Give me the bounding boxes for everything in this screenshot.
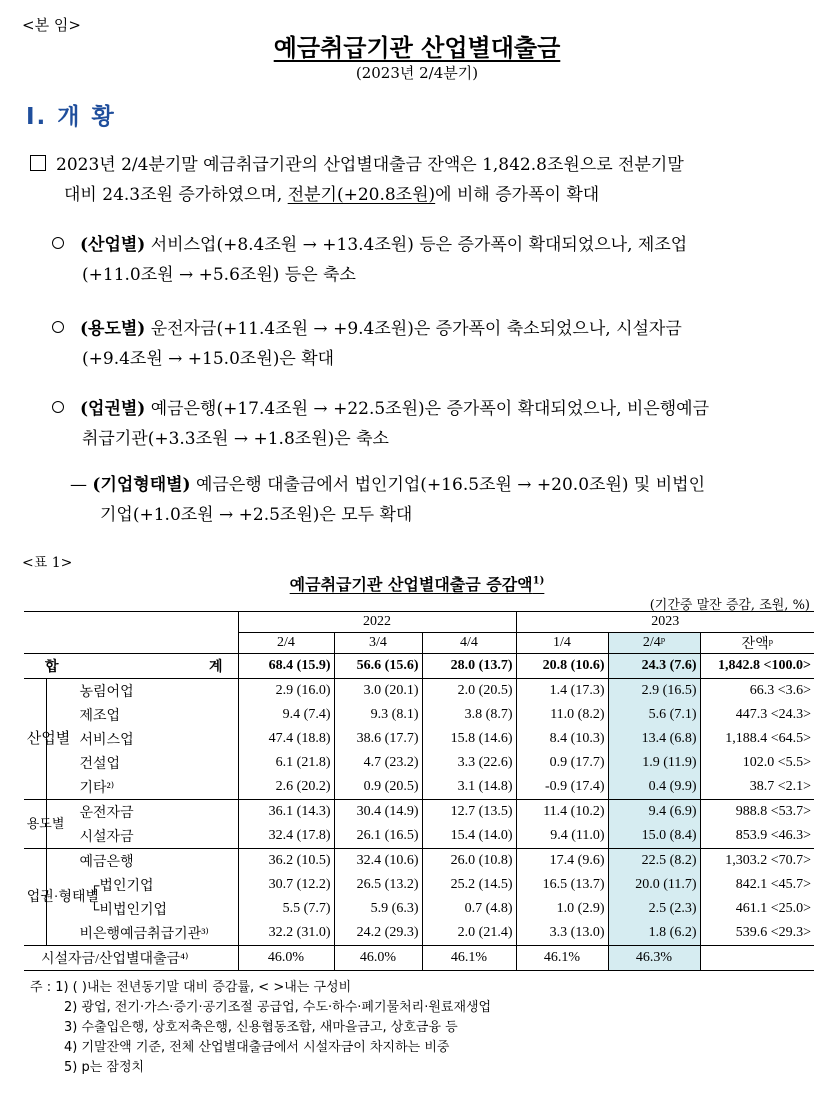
row-label: 제조업 [79, 709, 121, 724]
table-cell: 842.1 <45.7> [700, 873, 814, 897]
header-row-year [24, 612, 814, 633]
table-cell: 32.2 (31.0) [238, 921, 334, 946]
table-cell: 11.4 (10.2) [516, 800, 608, 825]
table-cell: 2.6 (20.2) [238, 775, 334, 800]
header-row-quarter [24, 633, 814, 654]
bullet-line-2: (+11.0조원 → +5.6조원) 등은 축소 [82, 265, 356, 285]
total-row [24, 654, 814, 679]
row-label: └비법인기업 [89, 903, 168, 918]
table-cell: 28.0 (13.7) [422, 654, 516, 679]
quarter-header: 1/4 [516, 633, 608, 654]
table-cell: 1.9 (11.9) [608, 751, 700, 775]
table-cell: 1.4 (17.3) [516, 679, 608, 704]
table-cell: 46.0% [334, 946, 422, 971]
dash-key: (기업형태별) [92, 475, 191, 495]
table-cell: 461.1 <25.0> [700, 897, 814, 921]
table-row [24, 824, 814, 849]
table-cell: 0.4 (9.9) [608, 775, 700, 800]
table-row [24, 703, 814, 727]
document-subtitle: (2023년 2/4분기) [355, 64, 479, 82]
table-cell: 12.7 (13.5) [422, 800, 516, 825]
row-label: 기타²⁾ [79, 781, 115, 796]
table-cell: 0.7 (4.8) [422, 897, 516, 921]
table-cell: 853.9 <46.3> [700, 824, 814, 849]
table-cell: 16.5 (13.7) [516, 873, 608, 897]
table-cell: 3.8 (8.7) [422, 703, 516, 727]
section-heading: Ⅰ. 개 황 [26, 104, 116, 130]
table-row [24, 921, 814, 946]
table-cell: 30.7 (12.2) [238, 873, 334, 897]
ratio-label: 시설자금/산업별대출금⁴⁾ [24, 946, 238, 971]
table-title: 예금취급기관 산업별대출금 증감액$^{1)}$ [289, 575, 545, 594]
bullet-key: (업권별) [80, 399, 146, 419]
table-cell: 36.1 (14.3) [238, 800, 334, 825]
table-cell: 47.4 (18.8) [238, 727, 334, 751]
table-row [24, 679, 814, 704]
group-label-sector: 업권·형태별 [24, 849, 46, 946]
table-cell: 0.9 (17.7) [516, 751, 608, 775]
checkbox-square-icon [30, 155, 46, 171]
note-3: 3) 수출입은행, 상호저축은행, 신용협동조합, 새마을금고, 상호금융 등 [64, 1020, 458, 1035]
table-cell: 13.4 (6.8) [608, 727, 700, 751]
year-2022: 2022 [238, 612, 516, 633]
row-label: ┌법인기업 [89, 879, 154, 894]
dash-item-firmtype [70, 470, 820, 530]
table-cell: 2.5 (2.3) [608, 897, 700, 921]
bullet-key: (용도별) [80, 319, 146, 339]
group-label-industry: 산업별 [24, 679, 46, 800]
row-label: 시설자금 [79, 830, 134, 845]
table-cell: 15.4 (14.0) [422, 824, 516, 849]
summary-line-2b: 전분기(+20.8조원) [287, 185, 436, 205]
table-cell: 0.9 (20.5) [334, 775, 422, 800]
row-label: 농림어업 [79, 685, 134, 700]
table-cell: 46.0% [238, 946, 334, 971]
table-cell: 15.8 (14.6) [422, 727, 516, 751]
table-cell: 66.3 <3.6> [700, 679, 814, 704]
bullet-line-1: 서비스업(+8.4조원 → +13.4조원) 등은 증가폭이 확대되었으나, 제조업 [145, 235, 688, 255]
table-cell: 3.3 (13.0) [516, 921, 608, 946]
group-label-purpose: 용도별 [24, 800, 46, 849]
table-cell: 38.6 (17.7) [334, 727, 422, 751]
table-cell: 15.0 (8.4) [608, 824, 700, 849]
note-4: 4) 기말잔액 기준, 전체 산업별대출금에서 시설자금이 차지하는 비중 [64, 1040, 450, 1055]
quarter-header: 2/4 [238, 633, 334, 654]
table-cell: 22.5 (8.2) [608, 849, 700, 874]
table-tag: <표 1> [22, 555, 73, 571]
table-cell: 32.4 (10.6) [334, 849, 422, 874]
table-cell: 26.1 (16.5) [334, 824, 422, 849]
bullet-line-1: 예금은행(+17.4조원 → +22.5조원)은 증가폭이 확대되었으나, 비은행예금 [145, 399, 710, 419]
table-cell: 2.9 (16.0) [238, 679, 334, 704]
table-cell: 26.5 (13.2) [334, 873, 422, 897]
table-cell: 5.6 (7.1) [608, 703, 700, 727]
table-cell: 9.3 (8.1) [334, 703, 422, 727]
table-cell: 1,842.8 <100.0> [700, 654, 814, 679]
table-cell: 1,188.4 <64.5> [700, 727, 814, 751]
table-cell: 9.4 (7.4) [238, 703, 334, 727]
table-row [24, 897, 814, 921]
bullet-industry [52, 230, 818, 290]
table-row [24, 800, 814, 825]
row-label: 예금은행 [46, 849, 238, 874]
table-cell: 3.0 (20.1) [334, 679, 422, 704]
table-cell: 46.1% [516, 946, 608, 971]
table-cell: 2.0 (21.4) [422, 921, 516, 946]
table-cell: 36.2 (10.5) [238, 849, 334, 874]
summary-line-1: 2023년 2/4분기말 예금취급기관의 산업별대출금 잔액은 1,842.8조원으로 전분기말 [56, 155, 684, 175]
bullet-line-2: (+9.4조원 → +15.0조원)은 확대 [82, 349, 335, 369]
table-cell: 539.6 <29.3> [700, 921, 814, 946]
table-cell: 32.4 (17.8) [238, 824, 334, 849]
table-cell: 1.8 (6.2) [608, 921, 700, 946]
dash-bullet-icon: — [70, 475, 93, 495]
table-row [24, 775, 814, 800]
table-cell: 102.0 <5.5> [700, 751, 814, 775]
bullet-key: (산업별) [80, 235, 146, 255]
table-cell: 4.7 (23.2) [334, 751, 422, 775]
bullet-line-1: 운전자금(+11.4조원 → +9.4조원)은 증가폭이 축소되었으나, 시설자금 [145, 319, 682, 339]
bullet-sector [52, 394, 818, 454]
table-row [24, 727, 814, 751]
note-2: 2) 광업, 전기·가스·증기·공기조절 공급업, 수도·하수·폐기물처리·원료재생업 [64, 1000, 492, 1015]
table-cell: 17.4 (9.6) [516, 849, 608, 874]
table-cell: 25.2 (14.5) [422, 873, 516, 897]
table-cell: 20.8 (10.6) [516, 654, 608, 679]
quarter-header: 2/4ᵖ [608, 633, 700, 654]
table-cell: 26.0 (10.8) [422, 849, 516, 874]
table-cell: 6.1 (21.8) [238, 751, 334, 775]
circle-bullet-icon [52, 237, 64, 249]
table-cell: 1.0 (2.9) [516, 897, 608, 921]
table-cell: 68.4 (15.9) [238, 654, 334, 679]
summary-paragraph [30, 150, 820, 210]
year-2023: 2023 [516, 612, 814, 633]
table-cell: 46.1% [422, 946, 516, 971]
table-cell: 1,303.2 <70.7> [700, 849, 814, 874]
table-cell: 5.9 (6.3) [334, 897, 422, 921]
dash-line-2: 기업(+1.0조원 → +2.5조원)은 모두 확대 [100, 505, 413, 525]
bullet-line-2: 취급기관(+3.3조원 → +1.8조원)은 축소 [82, 429, 389, 449]
table-cell: 2.0 (20.5) [422, 679, 516, 704]
dash-line-1: 예금은행 대출금에서 법인기업(+16.5조원 → +20.0조원) 및 비법인 [190, 475, 705, 495]
balance-header: 잔액ᵖ [700, 633, 814, 654]
table-cell: 24.3 (7.6) [608, 654, 700, 679]
note-1: 주 : 1) ( )내는 전년동기말 대비 증감률, < >내는 구성비 [30, 980, 352, 995]
table-row [24, 751, 814, 775]
table-cell: 3.3 (22.6) [422, 751, 516, 775]
row-label: 건설업 [79, 757, 121, 772]
ratio-row [24, 946, 814, 971]
quarter-header: 4/4 [422, 633, 516, 654]
table-notes [30, 978, 491, 1078]
table-cell: 447.3 <24.3> [700, 703, 814, 727]
row-label: 운전자금 [46, 800, 238, 825]
table-cell: -0.9 (17.4) [516, 775, 608, 800]
table-row [24, 849, 814, 874]
loan-table [24, 611, 814, 971]
table-cell: 30.4 (14.9) [334, 800, 422, 825]
table-cell: 46.3% [608, 946, 700, 971]
circle-bullet-icon [52, 401, 64, 413]
document-tag: <본 임> [22, 16, 81, 34]
table-cell: 988.8 <53.7> [700, 800, 814, 825]
table-cell: 9.4 (6.9) [608, 800, 700, 825]
table-cell: 9.4 (11.0) [516, 824, 608, 849]
table-cell: 38.7 <2.1> [700, 775, 814, 800]
document-title: 예금취급기관 산업별대출금 [273, 33, 561, 62]
summary-line-2a: 대비 24.3조원 증가하였으며, [64, 185, 288, 205]
table-cell: 56.6 (15.6) [334, 654, 422, 679]
row-label: 비은행예금취급기관³⁾ [79, 927, 209, 942]
quarter-header: 3/4 [334, 633, 422, 654]
circle-bullet-icon [52, 321, 64, 333]
summary-line-2c: 에 비해 증가폭이 확대 [435, 185, 600, 205]
table-cell: 3.1 (14.8) [422, 775, 516, 800]
table-cell: 24.2 (29.3) [334, 921, 422, 946]
table-cell: 11.0 (8.2) [516, 703, 608, 727]
table-cell: 8.4 (10.3) [516, 727, 608, 751]
bullet-purpose [52, 314, 818, 374]
table-cell [700, 946, 814, 971]
row-label: 서비스업 [79, 733, 134, 748]
table-cell: 2.9 (16.5) [608, 679, 700, 704]
note-5: 5) p는 잠정치 [64, 1060, 145, 1075]
table-cell: 5.5 (7.7) [238, 897, 334, 921]
total-label: 합 계 [24, 654, 238, 679]
table-cell: 20.0 (11.7) [608, 873, 700, 897]
table-row [24, 873, 814, 897]
table-unit: (기간중 말잔 증감, 조원, %) [649, 598, 810, 613]
